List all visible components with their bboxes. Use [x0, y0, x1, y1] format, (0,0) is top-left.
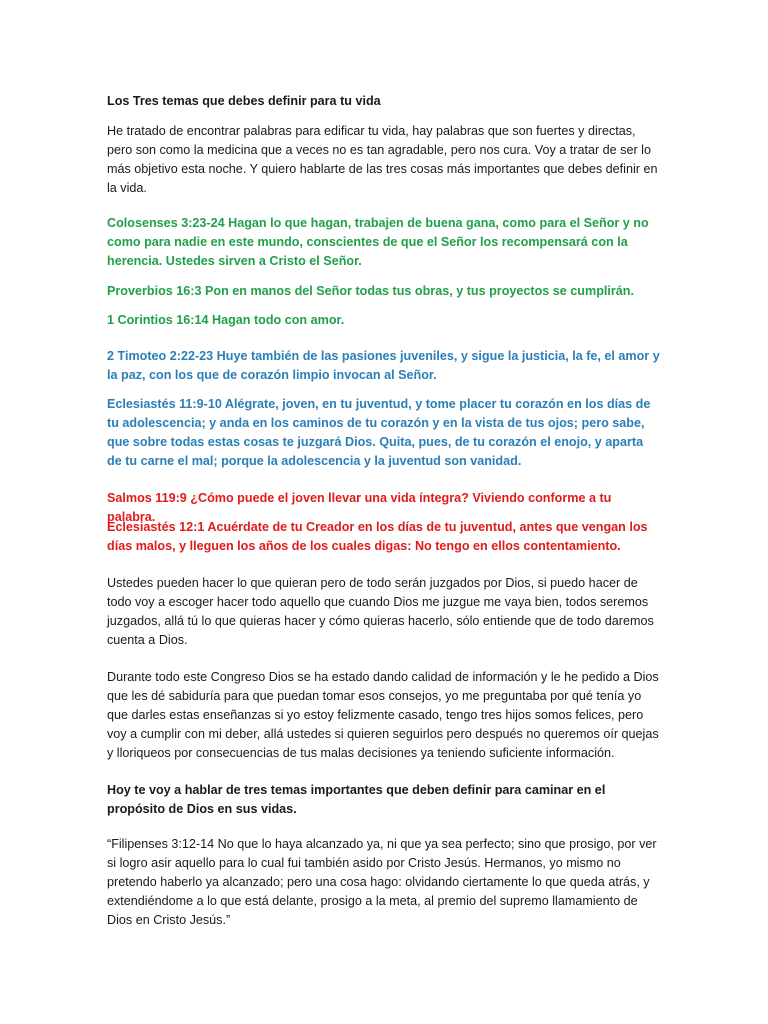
body-paragraph-2: Durante todo este Congreso Dios se ha estado dando calidad de información y le he pedido a Dios que les dé sabiduría para que puedan tomar esos consejos, yo me preguntaba por qué tenía yo que darles estas enseñanzas si yo estoy felizmente casado, tengo tres hijos somos felices, pero voy a cumplir con mi deber, allá ustedes si quieren seguirlos pero después no queremos oír quejas y lloriqueos por consecuencias de tus malas decisiones ya teniendo suficiente información. — [107, 670, 659, 760]
verse-eclesiastes-12: Eclesiastés 12:1 Acuérdate de tu Creador en los días de tu juventud, antes que vengan los días malos, y lleguen los años de los cuales digas: No tengo en ellos contentamiento. — [107, 520, 648, 553]
intro-paragraph: He tratado de encontrar palabras para edificar tu vida, hay palabras que son fuertes y directas, pero son como la medicina que a veces no es tan agradable, pero nos cura. Voy a tratar de ser lo más objetivo esta noche. Y quiero hablarte de las tres cosas más importantes que debes definir en la vida. — [107, 124, 658, 195]
verse-corintios: 1 Corintios 16:14 Hagan todo con amor. — [107, 313, 345, 327]
verse-timoteo: 2 Timoteo 2:22-23 Huye también de las pasiones juveniles, y sigue la justicia, la fe, el amor y la paz, con los que de corazón limpio invocan al Señor. — [107, 349, 660, 382]
verse-colosenses: Colosenses 3:23-24 Hagan lo que hagan, trabajen de buena gana, como para el Señor y no como para nadie en este mundo, conscientes de que el Señor los recompensará con la herencia. Ustedes sirven a Cristo el Señor. — [107, 216, 649, 268]
verse-eclesiastes-11: Eclesiastés 11:9-10 Alégrate, joven, en tu juventud, y tome placer tu corazón en los días de tu adolescencia; y anda en los caminos de tu corazón y en la vista de tus ojos; pero sabe, que sobre todas estas cosas te juzgará Dios. Quita, pues, de tu corazón el enojo, y aparta de tu carne el mal; porque la adolescencia y la juventud son vanidad. — [107, 397, 651, 468]
verse-proverbios: Proverbios 16:3 Pon en manos del Señor todas tus obras, y tus proyectos se cumplirán. — [107, 284, 634, 298]
body-paragraph-1: Ustedes pueden hacer lo que quieran pero de todo serán juzgados por Dios, si puedo hacer de todo voy a escoger hacer todo aquello que cuando Dios me juzgue me vaya bien, todos seremos juzgados, allá tú lo que quieras hacer y cómo quieras hacerlo, sólo entiende que de todo daremos cuenta a Dios. — [107, 576, 654, 647]
quote-filipenses: “Filipenses 3:12-14 No que lo haya alcanzado ya, ni que ya sea perfecto; sino que prosigo, por ver si logro asir aquello para lo cual fui también asido por Cristo Jesús. Hermanos, yo mismo no pretendo haberlo ya alcanzado; pero una cosa hago: olvidando ciertamente lo que queda atrás, y extendiéndome a lo que está delante, prosigo a la meta, al premio del supremo llamamiento de Dios en Cristo Jesús.” — [107, 837, 657, 927]
document-title: Los Tres temas que debes definir para tu vida — [107, 94, 381, 108]
verse-salmos: Salmos 119:9 ¿Cómo puede el joven llevar una vida íntegra? Viviendo conforme a tu palabra. — [107, 491, 612, 524]
body-paragraph-3: Hoy te voy a hablar de tres temas importantes que deben definir para caminar en el propósito de Dios en sus vidas. — [107, 783, 606, 816]
